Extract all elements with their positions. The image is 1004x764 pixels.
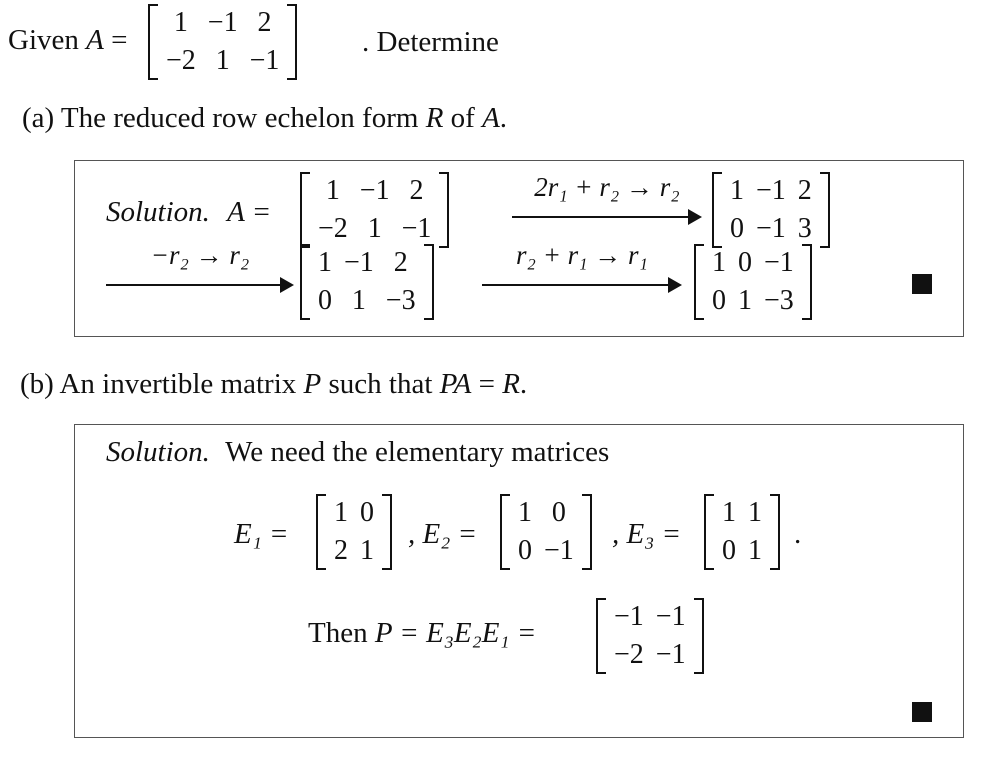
determine-text: . Determine: [362, 26, 499, 58]
matrix-entry: 3: [797, 213, 812, 244]
left-bracket: [712, 172, 722, 248]
matrix-row: [512, 532, 580, 570]
matrix-entries: [716, 494, 768, 570]
left-bracket: [596, 598, 606, 674]
matrix-entry: 1: [351, 285, 366, 316]
left-bracket: [300, 172, 310, 248]
matrix-row: [706, 244, 800, 282]
matrix-entries: [160, 4, 285, 80]
matrix-entry: 1: [748, 497, 762, 528]
matrix-entry: 2: [334, 535, 348, 566]
matrix-entries: [312, 244, 422, 320]
matrix-row: [312, 172, 437, 210]
matrix-row: [312, 282, 422, 320]
matrix-row: [716, 494, 768, 532]
right-bracket: [694, 598, 704, 674]
matrix-a-given: [148, 4, 297, 80]
intro-line: [8, 24, 127, 57]
solution-b-line1: Solution. We need the elementary matrices: [106, 436, 610, 468]
left-bracket: [300, 244, 310, 320]
matrix-entry: −1: [344, 247, 374, 278]
row-op-arrow-3: [482, 240, 682, 300]
left-bracket: [316, 494, 326, 570]
row-op-arrow-1: [512, 172, 702, 232]
right-bracket: [582, 494, 592, 570]
right-bracket: [802, 244, 812, 320]
matrix-entry: 1: [318, 247, 332, 278]
matrix-row: [608, 636, 692, 674]
matrix-row: [512, 494, 580, 532]
matrix-entry: 1: [738, 285, 752, 316]
right-bracket: [382, 494, 392, 570]
matrix-entry: 1: [518, 497, 532, 528]
matrix-entry: −1: [401, 213, 432, 244]
matrix-entry: 1: [334, 497, 348, 528]
left-bracket: [704, 494, 714, 570]
matrix-entry: −3: [385, 285, 416, 316]
matrix-entry: −3: [764, 285, 794, 316]
left-bracket: [500, 494, 510, 570]
matrix-entries: [312, 172, 437, 248]
matrix-entry: 1: [325, 175, 340, 206]
matrix-entry: 0: [738, 247, 752, 278]
left-bracket: [694, 244, 704, 320]
matrix-entry: −1: [207, 7, 238, 38]
matrix-row: [716, 532, 768, 570]
matrix-e3: [704, 494, 780, 570]
e2-label: , E₂ =: [408, 518, 478, 550]
matrix-entry: 1: [722, 497, 736, 528]
matrix-entry: 1: [173, 7, 188, 38]
matrix-entry: 0: [518, 535, 532, 566]
right-bracket: [287, 4, 297, 80]
matrix-p: [596, 598, 704, 674]
matrix-row: [312, 244, 422, 282]
row-op-1-label: 2r₁ + r₂ → r₂: [534, 172, 680, 202]
matrix-entry: 1: [748, 535, 762, 566]
matrix-entry: −1: [756, 213, 786, 244]
solution-box-b: [74, 424, 964, 738]
e3-period: .: [794, 518, 802, 550]
matrix-e1: [316, 494, 392, 570]
matrix-row: [608, 598, 692, 636]
matrix-entry: 1: [360, 535, 374, 566]
matrix-row: [160, 42, 285, 80]
matrix-entry: −1: [756, 175, 786, 206]
matrix-entry: −2: [166, 45, 196, 76]
left-bracket: [148, 4, 158, 80]
matrix-entry: −1: [544, 535, 574, 566]
matrix-e2: [500, 494, 592, 570]
matrix-entry: −1: [614, 601, 644, 632]
solution-a-line1: [106, 196, 271, 229]
given-text: Given: [8, 24, 79, 56]
matrix-entry: −1: [359, 175, 390, 206]
p-expression: P = E₃E₂E₁ =: [374, 617, 537, 649]
matrix-entries: [724, 172, 818, 248]
matrix-entry: 1: [712, 247, 726, 278]
equals-sign: =: [111, 24, 128, 56]
matrix-entry: 0: [712, 285, 726, 316]
part-a-label: (a): [22, 102, 55, 134]
matrix-entries: [608, 598, 692, 674]
matrix-row: [706, 282, 800, 320]
matrix-entry: 1: [367, 213, 382, 244]
matrix-entry: −2: [318, 213, 348, 244]
matrix-name-a: A: [86, 24, 104, 56]
matrix-row: [724, 172, 818, 210]
matrix-entry: 2: [409, 175, 424, 206]
qed-square-b: [912, 702, 932, 722]
part-b-heading: (b) An invertible matrix P such that PA = R.: [20, 368, 528, 400]
matrix-m1: [300, 172, 449, 248]
matrix-entry: 0: [551, 497, 566, 528]
matrix-row: [328, 532, 380, 570]
matrix-entry: −1: [249, 45, 280, 76]
e3-label: , E₃ =: [612, 518, 682, 550]
matrix-entry: 2: [797, 175, 812, 206]
right-bracket: [424, 244, 434, 320]
row-op-3-label: r₂ + r₁ → r₁: [516, 240, 648, 270]
qed-square-a: [912, 274, 932, 294]
matrix-entry: 1: [730, 175, 744, 206]
matrix-row: [328, 494, 380, 532]
matrix-entry: 0: [318, 285, 332, 316]
matrix-entry: 2: [257, 7, 272, 38]
matrix-entry: −1: [655, 601, 686, 632]
matrix-entry: 1: [215, 45, 230, 76]
then-line: Then P = E₃E₂E₁ =: [308, 617, 537, 649]
e1-label: E₁ =: [234, 518, 289, 550]
matrix-entries: [512, 494, 580, 570]
part-b-label: (b): [20, 368, 54, 400]
matrix-entry: 2: [393, 247, 408, 278]
right-bracket: [770, 494, 780, 570]
matrix-entries: [706, 244, 800, 320]
matrix-row: [160, 4, 285, 42]
right-bracket: [820, 172, 830, 248]
matrix-entry: −1: [655, 639, 686, 670]
matrix-m2: [712, 172, 830, 248]
matrix-row: [724, 210, 818, 248]
solution-label-b: Solution.: [106, 436, 210, 468]
matrix-m4: [694, 244, 812, 320]
a-equals: A =: [227, 196, 272, 228]
solution-label: Solution.: [106, 196, 210, 228]
matrix-entry: 0: [730, 213, 744, 244]
matrix-row: [312, 210, 437, 248]
matrix-entry: 0: [722, 535, 736, 566]
row-op-arrow-2: [106, 240, 294, 300]
matrix-entry: −2: [614, 639, 644, 670]
matrix-entries: [328, 494, 380, 570]
part-a-heading: (a) The reduced row echelon form R of A.: [22, 102, 508, 134]
matrix-entry: −1: [764, 247, 794, 278]
row-op-2-label: −r₂ → r₂: [150, 240, 250, 270]
matrix-entry: 0: [360, 497, 374, 528]
right-bracket: [439, 172, 449, 248]
matrix-m3: [300, 244, 434, 320]
